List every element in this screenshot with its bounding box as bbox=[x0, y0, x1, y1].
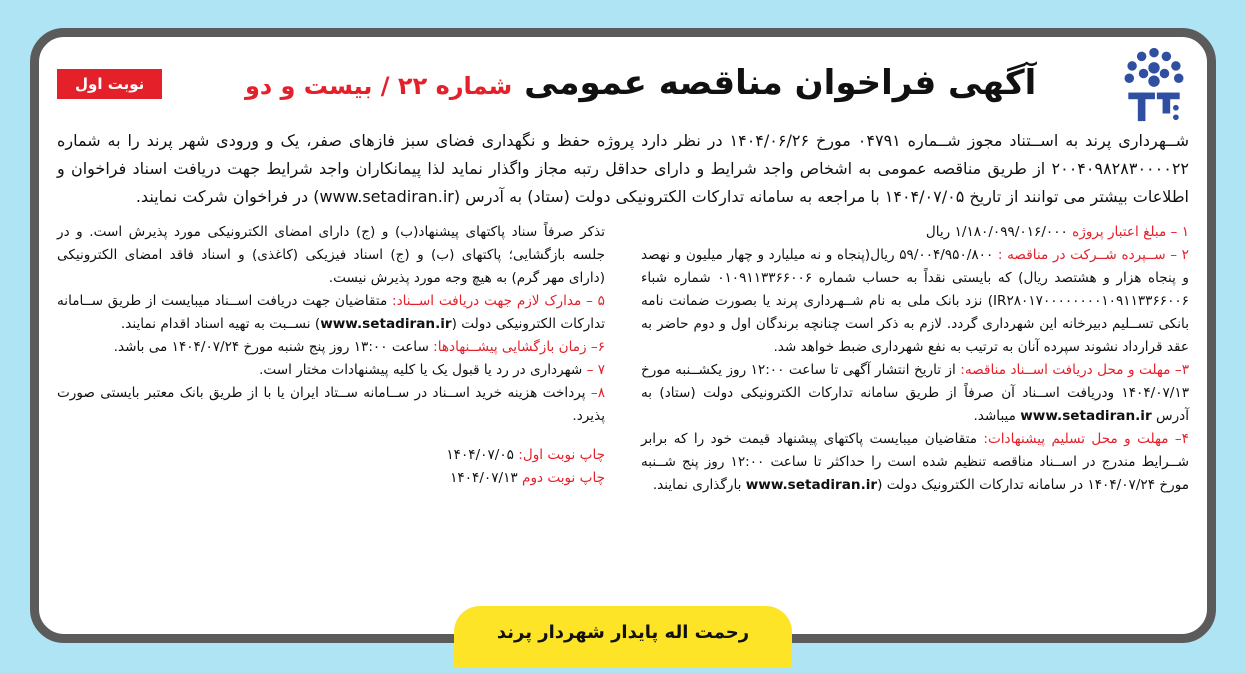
print-dates bbox=[57, 444, 605, 490]
notice-number: شماره ۲۲ / بیست و دو bbox=[244, 71, 513, 100]
item-2 bbox=[641, 244, 1189, 359]
item-text: ) نســبت به تهیه اسناد اقدام نمایند. bbox=[120, 316, 321, 332]
item-label: ۱ – مبلغ اعتبار پروژه bbox=[1072, 224, 1189, 240]
setad-link[interactable]: www.setadiran.ir bbox=[1020, 408, 1152, 424]
item-text: ۵۹/۰۰۴/۹۵۰/۸۰۰ ریال(پنجاه و نه میلیارد و چهار میلیون و نهصد و پنجاه هزار و هشتصد ریال) که بایستی نقداً به حساب شماره ۰۱۰۹۱۱۳۳۶۶۰۰۶ شماره شباء IR۲۸۰۱۷۰۰۰۰۰۰۰۰۱۰۹۱۱۳۳۶۶۰۰۶) نزد بانک ملی به نام شــهرداری پرند یا بصورت ضمانت نامه بانکی تســلیم دبیرخانه این شهرداری گردد. لازم به ذکر است چنانچه برندگان اول و دوم حاضر به عقد قرارداد نشوند سپرده آنان به ترتیب به نفع شهرداری ضبط خواهد شد. bbox=[641, 247, 1189, 355]
item-8 bbox=[57, 382, 605, 428]
item-label: ۸– bbox=[590, 385, 605, 401]
logo-icon bbox=[1119, 45, 1189, 123]
note: تذکر صرفاً سناد پاکتهای پیشنهاد(ب) و (ج) دارای امضای الکترونیکی مورد پذیرش است. و در جلسه بازگشایی؛ پاکتهای (ب) و (ج) اسناد فیزیکی (کاغذی) و اسناد فاقد امضای الکترونیکی (دارای مهر گرم) به هیچ وجه مورد پذیرش نیست. bbox=[57, 224, 605, 286]
title-text: آگهی فراخوان مناقصه عمومی bbox=[524, 62, 1037, 103]
first-print-date: ۱۴۰۴/۰۷/۰۵ bbox=[446, 447, 519, 463]
second-print bbox=[57, 467, 605, 490]
item-text: از تاریخ انتشار آگهی تا ساعت ۱۲:۰۰ روز یکشــنبه مورخ ۱۴۰۴/۰۷/۱۳ ودریافت اســناد آن صرفاً از طریق سامانه تدارکات الکترونیکی دولت (ستاد) به آدرس bbox=[641, 362, 1189, 424]
item-text: میباشد. bbox=[973, 408, 1021, 424]
item-text: متقاضیان میبایست پاکتهای پیشنهاد قیمت خود را که برابر شــرایط مندرج در اســناد مناقصه تنظیم شده است را حداکثر تا ساعت ۱۲:۰۰ روز پنج شــنبه مورخ ۱۴۰۴/۰۷/۲۴ در سامانه تدارکات الکترونیک دولت ( bbox=[641, 431, 1189, 493]
item-label: ۷ – bbox=[586, 362, 605, 378]
item-text: شهرداری در رد یا قبول یک یا کلیه پیشنهادات مختار است. bbox=[259, 362, 587, 378]
round-badge: نوبت اول bbox=[57, 69, 162, 99]
item-text: پرداخت هزینه خرید اســناد در ســامانه ســتاد ایران یا با از طریق بانک معتبر بایستی صورت پذیرد. bbox=[57, 385, 605, 424]
setad-link[interactable]: www.setadiran.ir bbox=[320, 316, 452, 332]
columns bbox=[57, 221, 1189, 497]
item-label: ۳– مهلت و محل دریافت اســناد مناقصه: bbox=[960, 362, 1189, 378]
first-print-label: چاپ نوبت اول: bbox=[518, 447, 605, 463]
item-text: متقاضیان جهت دریافت اســناد میبایست از طریق ســامانه تدارکات الکترونیکی دولت ( bbox=[57, 293, 605, 332]
header bbox=[57, 45, 1189, 123]
intro-paragraph: شــهرداری پرند به اســتناد مجوز شــماره ۰۴۷۹۱ مورخ ۱۴۰۴/۰۶/۲۶ در نظر دارد پروژه حفظ و نگهداری فضای سبز فازهای صفر، یک و ورودی شهر پرند را به شماره ۲۰۰۴۰۹۸۲۸۳۰۰۰۰۲۲ از طریق مناقصه عمومی به اشخاص واجد شرایط و دارای حداقل رتبه مجاز واگذار نماید لذا پیمانکاران واجد شرایط جهت دریافت اسناد فراخوان و اطلاعات بیشتر می توانند از تاریخ ۱۴۰۴/۰۷/۰۵ با مراجعه به سامانه تدارکات الکترونیکی دولت (ستاد) به آدرس (www.setadiran.ir) در فراخوان شرکت نمایند. bbox=[57, 131, 1190, 206]
item-5 bbox=[57, 290, 605, 336]
left-column bbox=[57, 221, 605, 490]
item-7 bbox=[57, 359, 605, 382]
item-text: ساعت ۱۳:۰۰ روز پنج شنبه مورخ ۱۴۰۴/۰۷/۲۴ می باشد. bbox=[113, 339, 434, 355]
item-text: ۱/۱۸۰/۰۹۹/۰۱۶/۰۰۰ ریال bbox=[925, 224, 1073, 240]
second-print-label: چاپ نوبت دوم bbox=[522, 470, 605, 486]
item-label: ۴– مهلت و محل تسلیم پیشنهادات: bbox=[983, 431, 1189, 447]
item-text: بارگذاری نمایند. bbox=[652, 477, 746, 493]
item-4 bbox=[641, 428, 1189, 497]
second-print-date: ۱۴۰۴/۰۷/۱۳ bbox=[450, 470, 523, 486]
mayor-signature: رحمت اله پایدار شهردار پرند bbox=[454, 606, 792, 668]
page-title bbox=[178, 61, 1103, 108]
item-label: ۵ – مدارک لازم جهت دریافت اســناد: bbox=[392, 293, 605, 309]
item-3 bbox=[641, 359, 1189, 428]
right-column bbox=[641, 221, 1189, 497]
item-1 bbox=[641, 221, 1189, 244]
item-6 bbox=[57, 336, 605, 359]
first-print bbox=[57, 444, 605, 467]
item-label: ۲ – ســپرده شــرکت در مناقصه : bbox=[997, 247, 1189, 263]
item-label: ۶– زمان بازگشایی پیشــنهادها: bbox=[433, 339, 605, 355]
notice-frame bbox=[30, 28, 1216, 643]
setad-link[interactable]: www.setadiran.ir bbox=[745, 477, 878, 493]
